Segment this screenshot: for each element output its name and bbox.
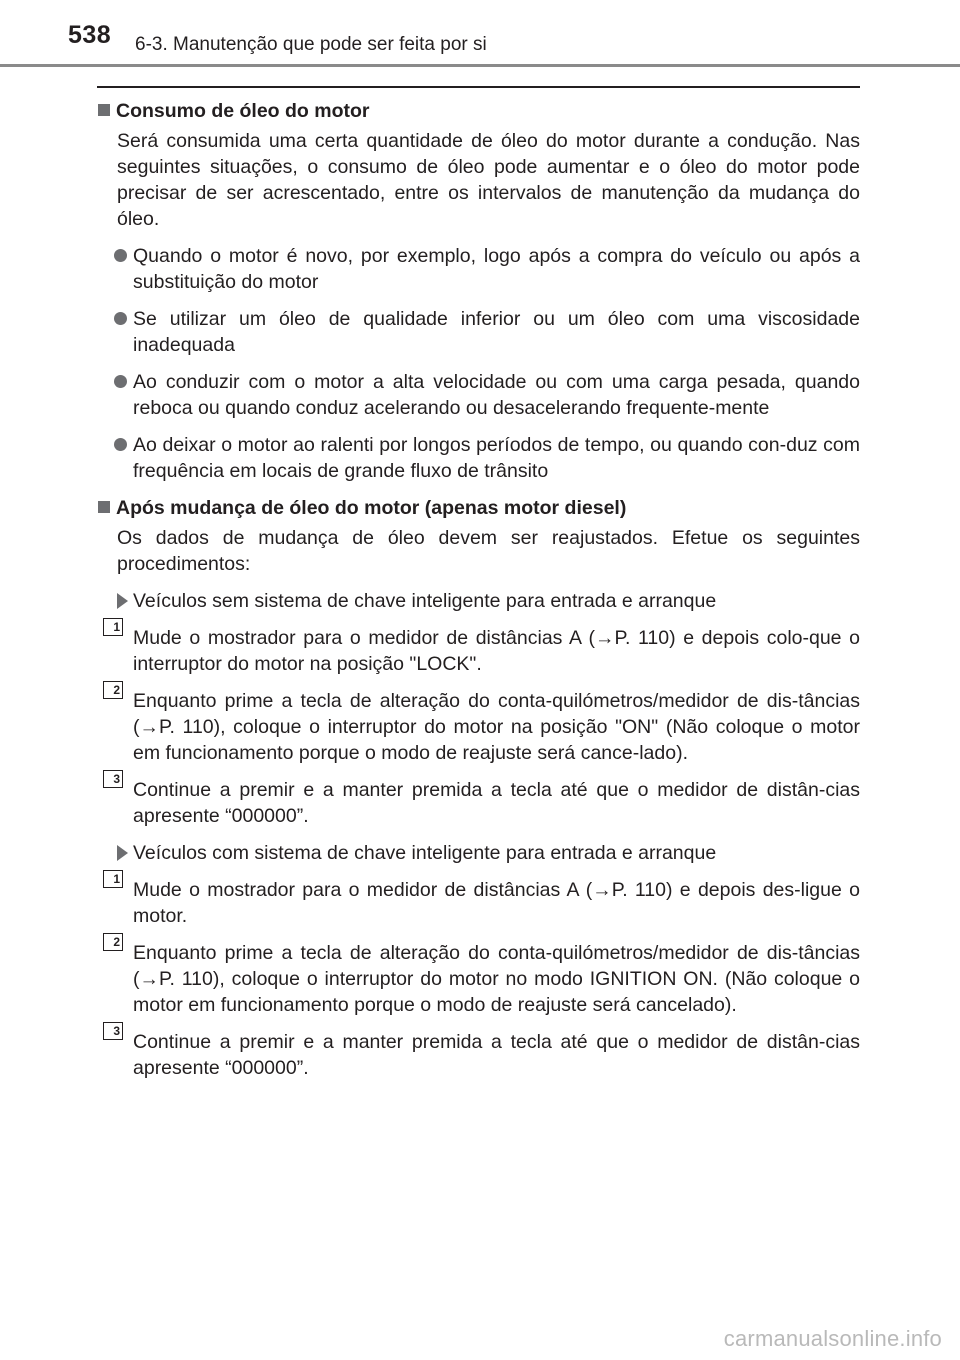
list-item-text: Ao deixar o motor ao ralenti por longos períodos de tempo, ou quando con-duz com frequência em locais de grande fluxo de trânsito [133, 434, 860, 482]
heading-text: Após mudança de óleo do motor (apenas motor diesel) [116, 497, 627, 519]
procedure-step [96, 1024, 860, 1081]
step-text: Enquanto prime a tecla de alteração do conta-quilómetros/medidor de dis-tâncias (→P. 110), coloque o interruptor do motor no modo IGNITION ON. (Não coloque o motor em funcionamento porque o modo de reajuste será cancelado). [133, 942, 860, 1016]
circle-bullet-icon [114, 438, 127, 451]
page-header [0, 0, 960, 70]
page-number: 538 [68, 21, 112, 49]
page-content [96, 98, 860, 1092]
step-text: Continue a premir e a manter premida a tecla até que o medidor de distân-cias apresente “000000”. [133, 779, 860, 827]
section-title: 6-3. Manutenção que pode ser feita por si [135, 34, 487, 55]
procedure-group-label: Veículos sem sistema de chave inteligente para entrada e arranque [133, 590, 717, 612]
list-item-text: Se utilizar um óleo de qualidade inferior ou um óleo com uma viscosidade inadequada [133, 308, 860, 356]
triangle-bullet-icon [117, 845, 128, 861]
list-item [96, 243, 860, 295]
step-number-badge: 1 [103, 870, 123, 888]
step-text: Continue a premir e a manter premida a tecla até que o medidor de distân-cias apresente “000000”. [133, 1031, 860, 1079]
circle-bullet-icon [114, 375, 127, 388]
procedure-step [96, 772, 860, 829]
procedure-step [96, 872, 860, 929]
watermark: carmanualsonline.info [723, 1326, 942, 1351]
procedure-group-without-smart-key [96, 588, 860, 614]
header-divider [0, 64, 960, 67]
square-bullet-icon [98, 104, 110, 116]
step-number-badge: 3 [103, 770, 123, 788]
content-divider [97, 86, 860, 88]
circle-bullet-icon [114, 312, 127, 325]
square-bullet-icon [98, 501, 110, 513]
step-text: Enquanto prime a tecla de alteração do conta-quilómetros/medidor de dis-tâncias (→P. 110), coloque o interruptor do motor na posição "ON" (Não coloque o motor em funcionamento porque o modo de reajuste será cance-lado). [133, 690, 860, 764]
step-number-badge: 2 [103, 933, 123, 951]
section-heading-oil-change-reset [96, 495, 860, 521]
heading-text: Consumo de óleo do motor [116, 100, 370, 122]
procedure-group-label: Veículos com sistema de chave inteligente para entrada e arranque [133, 842, 717, 864]
oil-change-intro: Os dados de mudança de óleo devem ser reajustados. Efetue os seguintes procedimentos: [117, 527, 860, 575]
procedure-step [96, 683, 860, 766]
step-number-badge: 2 [103, 681, 123, 699]
triangle-bullet-icon [117, 593, 128, 609]
step-number-badge: 1 [103, 618, 123, 636]
list-item [96, 306, 860, 358]
section-heading-oil-consumption [96, 98, 860, 124]
list-item-text: Quando o motor é novo, por exemplo, logo após a compra do veículo ou após a substituição do motor [133, 245, 860, 293]
step-text: Mude o mostrador para o medidor de distâncias A (→P. 110) e depois colo-que o interruptor do motor na posição "LOCK". [133, 627, 860, 675]
oil-consumption-intro: Será consumida uma certa quantidade de óleo do motor durante a condução. Nas seguintes situações, o consumo de óleo pode aumentar e o óleo do motor pode precisar de ser acrescentado, entre os intervalos de manutenção da mudança do óleo. [117, 130, 860, 230]
list-item [96, 432, 860, 484]
step-number-badge: 3 [103, 1022, 123, 1040]
step-text: Mude o mostrador para o medidor de distâncias A (→P. 110) e depois des-ligue o motor. [133, 879, 860, 927]
circle-bullet-icon [114, 249, 127, 262]
procedure-step [96, 620, 860, 677]
procedure-group-with-smart-key [96, 840, 860, 866]
list-item-text: Ao conduzir com o motor a alta velocidade ou com uma carga pesada, quando reboca ou quando conduz acelerando ou desacelerando frequente-mente [133, 371, 860, 419]
procedure-step [96, 935, 860, 1018]
list-item [96, 369, 860, 421]
